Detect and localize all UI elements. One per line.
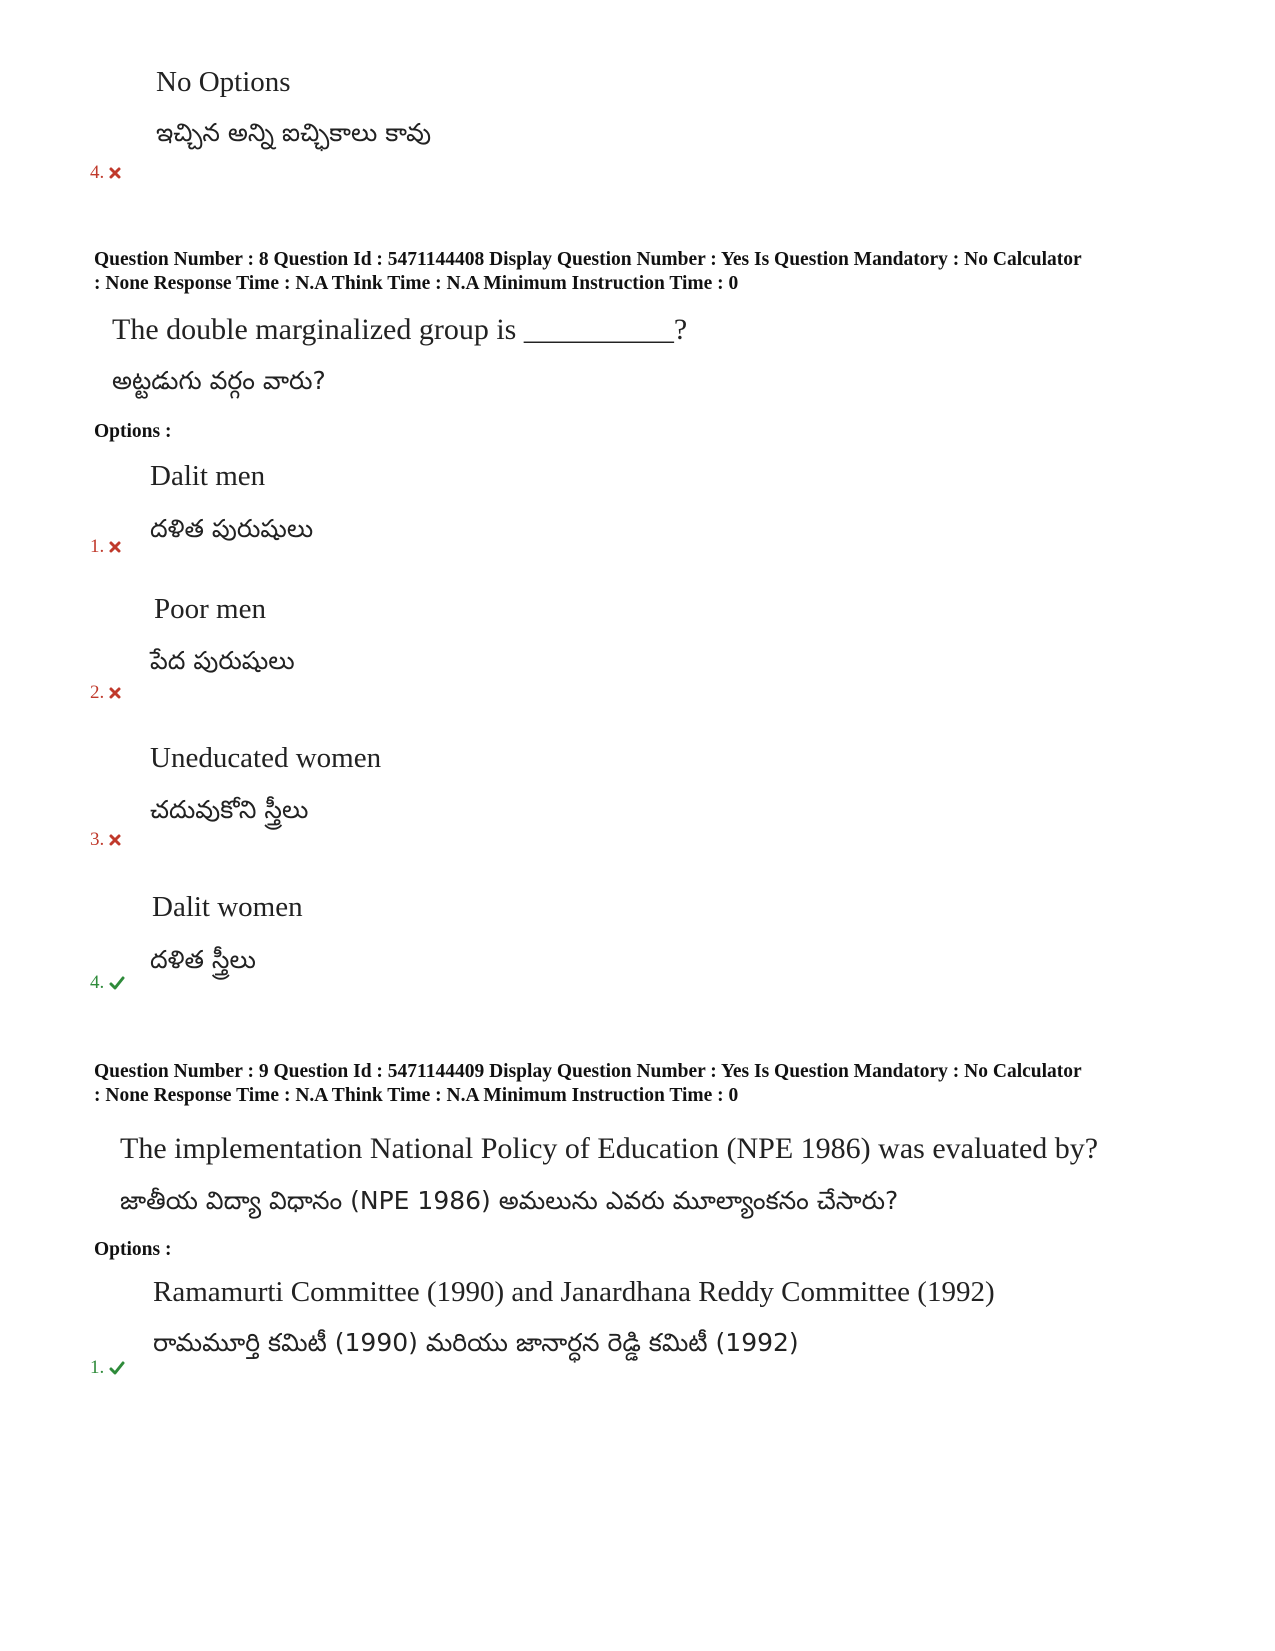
option-number: 4. xyxy=(90,972,126,994)
option-text-te: చదువుకోని స్త్రీలు xyxy=(150,795,309,824)
check-mark-icon xyxy=(108,1361,126,1375)
option-text-te: దళిత పురుషులు xyxy=(150,514,314,543)
cross-mark-icon xyxy=(108,166,122,180)
option-text-te: పేద పురుషులు xyxy=(150,646,295,675)
option-text-te: రామమూర్తి కమిటీ (1990) మరియు జానార్ధన రెడ్డి కమిటీ (1992) xyxy=(153,1328,799,1357)
question-meta: Question Number : 8 Question Id : 5471144408 Display Question Number : Yes Is Question Mandatory : No Calculator : None Response Time : N.A Think Time : N.A Minimum Instruction Time : 0 xyxy=(94,249,1082,294)
check-mark-icon xyxy=(108,976,126,990)
option-number: 1. xyxy=(90,1357,126,1379)
options-label: Options : xyxy=(94,421,172,442)
option-text-te: ఇచ్చిన అన్ని ఐచ్ఛికాలు కావు xyxy=(156,118,432,147)
options-label: Options : xyxy=(94,1239,172,1260)
question-text-en: The implementation National Policy of Education (NPE 1986) was evaluated by? xyxy=(120,1132,1099,1165)
option-number: 3. xyxy=(90,829,122,851)
question-text-te: అట్టడుగు వర్గం వారు? xyxy=(112,366,326,395)
question-text-en: The double marginalized group is __________? xyxy=(112,313,688,346)
option-number: 2. xyxy=(90,682,122,704)
cross-mark-icon xyxy=(108,833,122,847)
option-number: 1. xyxy=(90,536,122,558)
option-text-en: No Options xyxy=(156,66,291,98)
option-number: 4. xyxy=(90,162,122,184)
option-text-en: Dalit women xyxy=(152,891,303,923)
option-text-en: Uneducated women xyxy=(150,742,382,774)
option-text-te: దళిత స్త్రీలు xyxy=(150,945,256,974)
cross-mark-icon xyxy=(108,540,122,554)
option-text-en: Poor men xyxy=(154,593,266,625)
option-text-en: Ramamurti Committee (1990) and Janardhana Reddy Committee (1992) xyxy=(153,1276,995,1308)
option-text-en: Dalit men xyxy=(150,460,266,492)
question-text-te: జాతీయ విద్యా విధానం (NPE 1986) అమలును ఎవరు మూల్యాంకనం చేసారు? xyxy=(120,1186,899,1215)
cross-mark-icon xyxy=(108,686,122,700)
question-meta: Question Number : 9 Question Id : 5471144409 Display Question Number : Yes Is Question Mandatory : No Calculator : None Response Time : N.A Think Time : N.A Minimum Instruction Time : 0 xyxy=(94,1061,1082,1106)
